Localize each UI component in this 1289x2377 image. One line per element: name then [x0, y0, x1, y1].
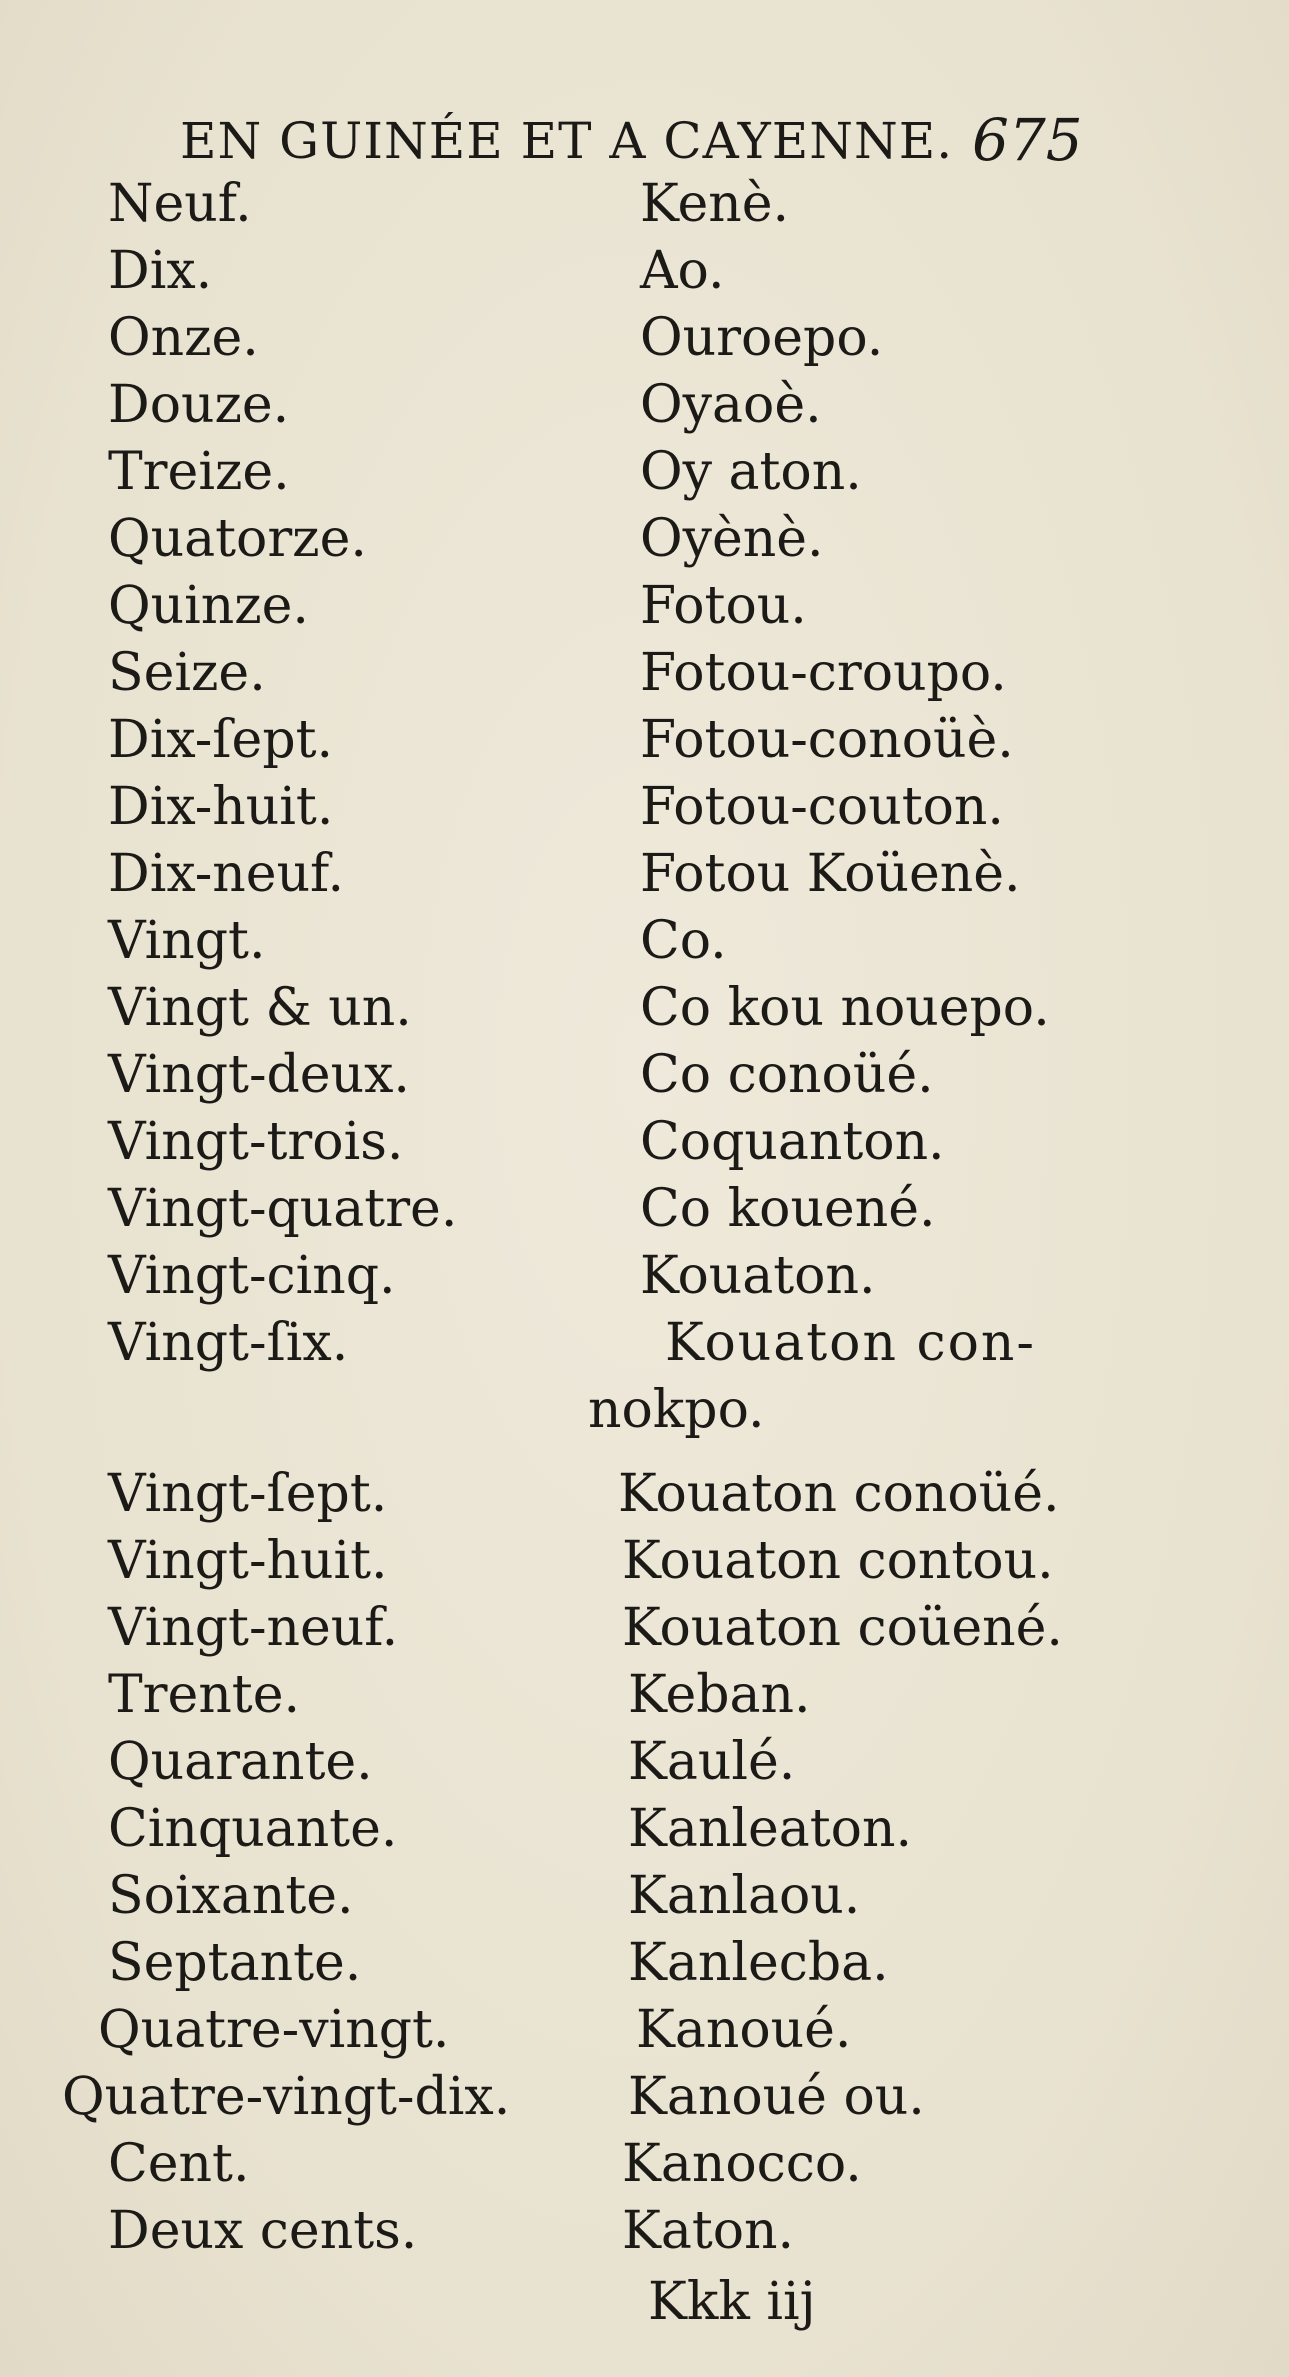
native-term: Co kou nouepo. [640, 978, 1050, 1038]
native-term-continuation: nokpo. [588, 1380, 765, 1440]
french-term: Quinze. [108, 576, 309, 636]
french-term: Treize. [108, 442, 290, 502]
native-term: Katon. [622, 2201, 795, 2261]
native-term: Kanoué ou. [628, 2067, 925, 2127]
french-term: Douze. [108, 375, 290, 435]
french-term: Neuf. [108, 174, 252, 234]
french-term: Dix. [108, 241, 213, 301]
native-term: Fotou-croupo. [640, 643, 1007, 703]
native-term: Co conoüé. [640, 1045, 934, 1105]
native-term: Oy aton. [640, 442, 862, 502]
native-term: Kouaton coüené. [622, 1598, 1063, 1658]
french-term: Vingt-huit. [108, 1531, 388, 1591]
french-term: Vingt-ſept. [108, 1464, 388, 1524]
native-term: Kouaton conoüé. [618, 1464, 1060, 1524]
french-term: Dix-neuf. [108, 844, 344, 904]
native-term: Kouaton contou. [622, 1531, 1054, 1591]
native-term: Kaulé. [628, 1732, 796, 1792]
native-term: Fotou. [640, 576, 807, 636]
native-term: Co kouené. [640, 1179, 936, 1239]
native-term: Kanlecba. [628, 1933, 889, 1993]
native-term: Fotou-couton. [640, 777, 1004, 837]
signature-mark: Kkk iij [648, 2272, 816, 2332]
native-term: Kenè. [640, 174, 790, 234]
native-term: Ao. [640, 241, 725, 301]
running-header: EN GUINÉE ET A CAYENNE. [180, 112, 954, 170]
french-term: Cent. [108, 2134, 250, 2194]
french-term: Seize. [108, 643, 266, 703]
native-term: Fotou-conoüè. [640, 710, 1014, 770]
french-term: Vingt-cinq. [108, 1246, 396, 1306]
native-term: Kouaton con- [665, 1313, 1036, 1373]
native-term: Kanocco. [622, 2134, 862, 2194]
page-number: 675 [972, 106, 1083, 174]
native-term: Keban. [628, 1665, 811, 1725]
french-term: Septante. [108, 1933, 362, 1993]
french-term: Cinquante. [108, 1799, 398, 1859]
french-term: Vingt-deux. [108, 1045, 410, 1105]
french-term: Soixante. [108, 1866, 354, 1926]
native-term: Oyènè. [640, 509, 824, 569]
french-term: Quarante. [108, 1732, 373, 1792]
native-term: Coquanton. [640, 1112, 945, 1172]
native-term: Oyaoè. [640, 375, 822, 435]
french-term: Deux cents. [108, 2201, 418, 2261]
native-term: Kanoué. [636, 2000, 852, 2060]
french-term: Vingt-ſix. [108, 1313, 349, 1373]
native-term: Co. [640, 911, 727, 971]
native-term: Kouaton. [640, 1246, 876, 1306]
french-term: Onze. [108, 308, 259, 368]
native-term: Fotou Koüenè. [640, 844, 1021, 904]
french-term: Vingt-trois. [108, 1112, 404, 1172]
native-term: Kanleaton. [628, 1799, 912, 1859]
french-term: Vingt. [108, 911, 266, 971]
french-term: Vingt-neuf. [108, 1598, 399, 1658]
french-term: Quatorze. [108, 509, 367, 569]
french-term: Trente. [108, 1665, 301, 1725]
native-term: Ouroepo. [640, 308, 884, 368]
french-term: Dix-huit. [108, 777, 334, 837]
french-term: Quatre-vingt. [98, 2000, 450, 2060]
french-term: Vingt & un. [108, 978, 412, 1038]
french-term: Quatre-vingt-dix. [62, 2067, 511, 2127]
french-term: Vingt-quatre. [108, 1179, 458, 1239]
native-term: Kanlaou. [628, 1866, 861, 1926]
french-term: Dix-ſept. [108, 710, 334, 770]
